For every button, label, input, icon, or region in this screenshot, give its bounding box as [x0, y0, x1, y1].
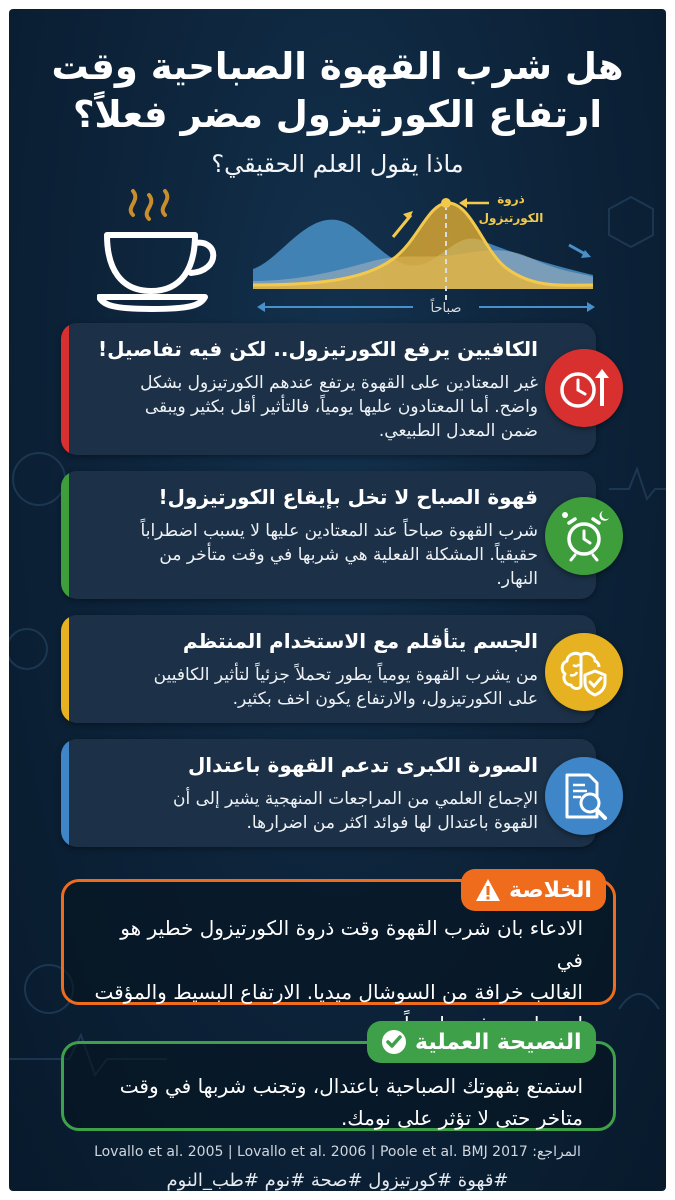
card-accent-bar: [61, 323, 69, 455]
title-line-1: هل شرب القهوة الصباحية وقت: [51, 45, 624, 88]
advice-line-1: استمتع بقهوتك الصباحية باعتدال، وتجنب شربها في وقت: [119, 1074, 583, 1098]
info-card-caffeine: [61, 323, 596, 455]
advice-label: النصيحة العملية: [415, 1029, 582, 1055]
card-body: [87, 787, 538, 835]
card-body-line-3: ضمن المعدل الطبيعي.: [378, 421, 538, 441]
card-body-line-1: غير المعتادين على القهوة يرتفع عندهم الكورتيزول بشكل: [140, 373, 538, 393]
card-body-line-2: واضح. أما المعتادون عليها يومياً، فالتأثير أقل بكثير ويبقى: [144, 397, 538, 417]
clock-up-arrow-icon: [545, 349, 623, 427]
card-body: [87, 663, 538, 711]
info-card-big-picture: [61, 739, 596, 847]
summary-line-1: الادعاء بان شرب القهوة وقت ذروة الكورتيزول خطير هو في: [120, 916, 583, 972]
card-accent-bar: [61, 615, 69, 723]
summary-label: الخلاصة: [509, 877, 592, 903]
advice-text: [94, 1070, 583, 1134]
card-body-line-1: شرب القهوة صباحاً عند المعتادين عليها لا يسبب اضطراباً: [140, 521, 538, 541]
alarm-clock-icon: [545, 497, 623, 575]
card-body-line-2: على الكورتيزول، والارتفاع يكون اخف بكثير.: [232, 689, 538, 709]
infographic: [9, 9, 666, 1191]
hashtags: #قهوة #كورتيزول #صحة #نوم #طب_النوم: [166, 1170, 509, 1191]
summary-line-2: الغالب خرافة من السوشال ميديا. الارتفاع البسيط والمؤقت: [94, 980, 583, 1004]
warning-icon: [475, 878, 501, 902]
brain-shield-icon: [545, 633, 623, 711]
summary-label-tag: [461, 869, 606, 911]
card-body: [87, 519, 538, 591]
peak-label-line-1: ذروة: [497, 192, 525, 206]
coffee-cup-icon: [97, 185, 227, 315]
cortisol-curve-chart: [243, 189, 603, 319]
card-accent-bar: [61, 471, 69, 599]
advice-line-2: متاخر حتى لا تؤثر على نومك.: [340, 1106, 583, 1130]
peak-label-line-2: الكورتيزول: [478, 211, 544, 225]
peak-dot: [441, 198, 451, 208]
advice-label-tag: [367, 1021, 596, 1063]
card-title: قهوة الصباح لا تخل بإيقاع الكورتيزول!: [158, 485, 538, 509]
card-body-line-1: الإجماع العلمي من المراجعات المنهجية يشير إلى أن: [172, 789, 538, 809]
document-magnifier-icon: [545, 757, 623, 835]
card-body-line-3: النهار.: [496, 569, 538, 589]
references: المراجع: Lovallo et al. 2005 | Lovallo et al. 2006 | Poole et al. BMJ 2017: [94, 1144, 581, 1160]
x-axis-label: صباحاً: [430, 301, 462, 316]
card-title: الجسم يتأقلم مع الاستخدام المنتظم: [182, 629, 538, 653]
card-body-line-2: حقيقياً. المشكلة الفعلية هي شربها في وقت متأخر من: [159, 545, 538, 565]
title-line-2: ارتفاع الكورتيزول مضر فعلاً؟: [72, 93, 603, 136]
card-accent-bar: [61, 739, 69, 847]
card-body: [87, 371, 538, 443]
page-title: [9, 43, 666, 139]
page-subtitle: ماذا يقول العلم الحقيقي؟: [211, 150, 464, 178]
card-title: الصورة الكبرى تدعم القهوة باعتدال: [187, 753, 538, 777]
card-title: الكافيين يرفع الكورتيزول.. لكن فيه تفاصيل!: [98, 337, 538, 361]
info-card-adaptation: [61, 615, 596, 723]
card-body-line-1: من يشرب القهوة يومياً يطور تحملاً جزئياً لتأثير الكافيين: [153, 665, 538, 685]
check-circle-icon: [381, 1029, 407, 1055]
card-body-line-2: القهوة باعتدال لها فوائد اكثر من اضرارها.: [246, 813, 538, 833]
info-card-morning-coffee: [61, 471, 596, 599]
